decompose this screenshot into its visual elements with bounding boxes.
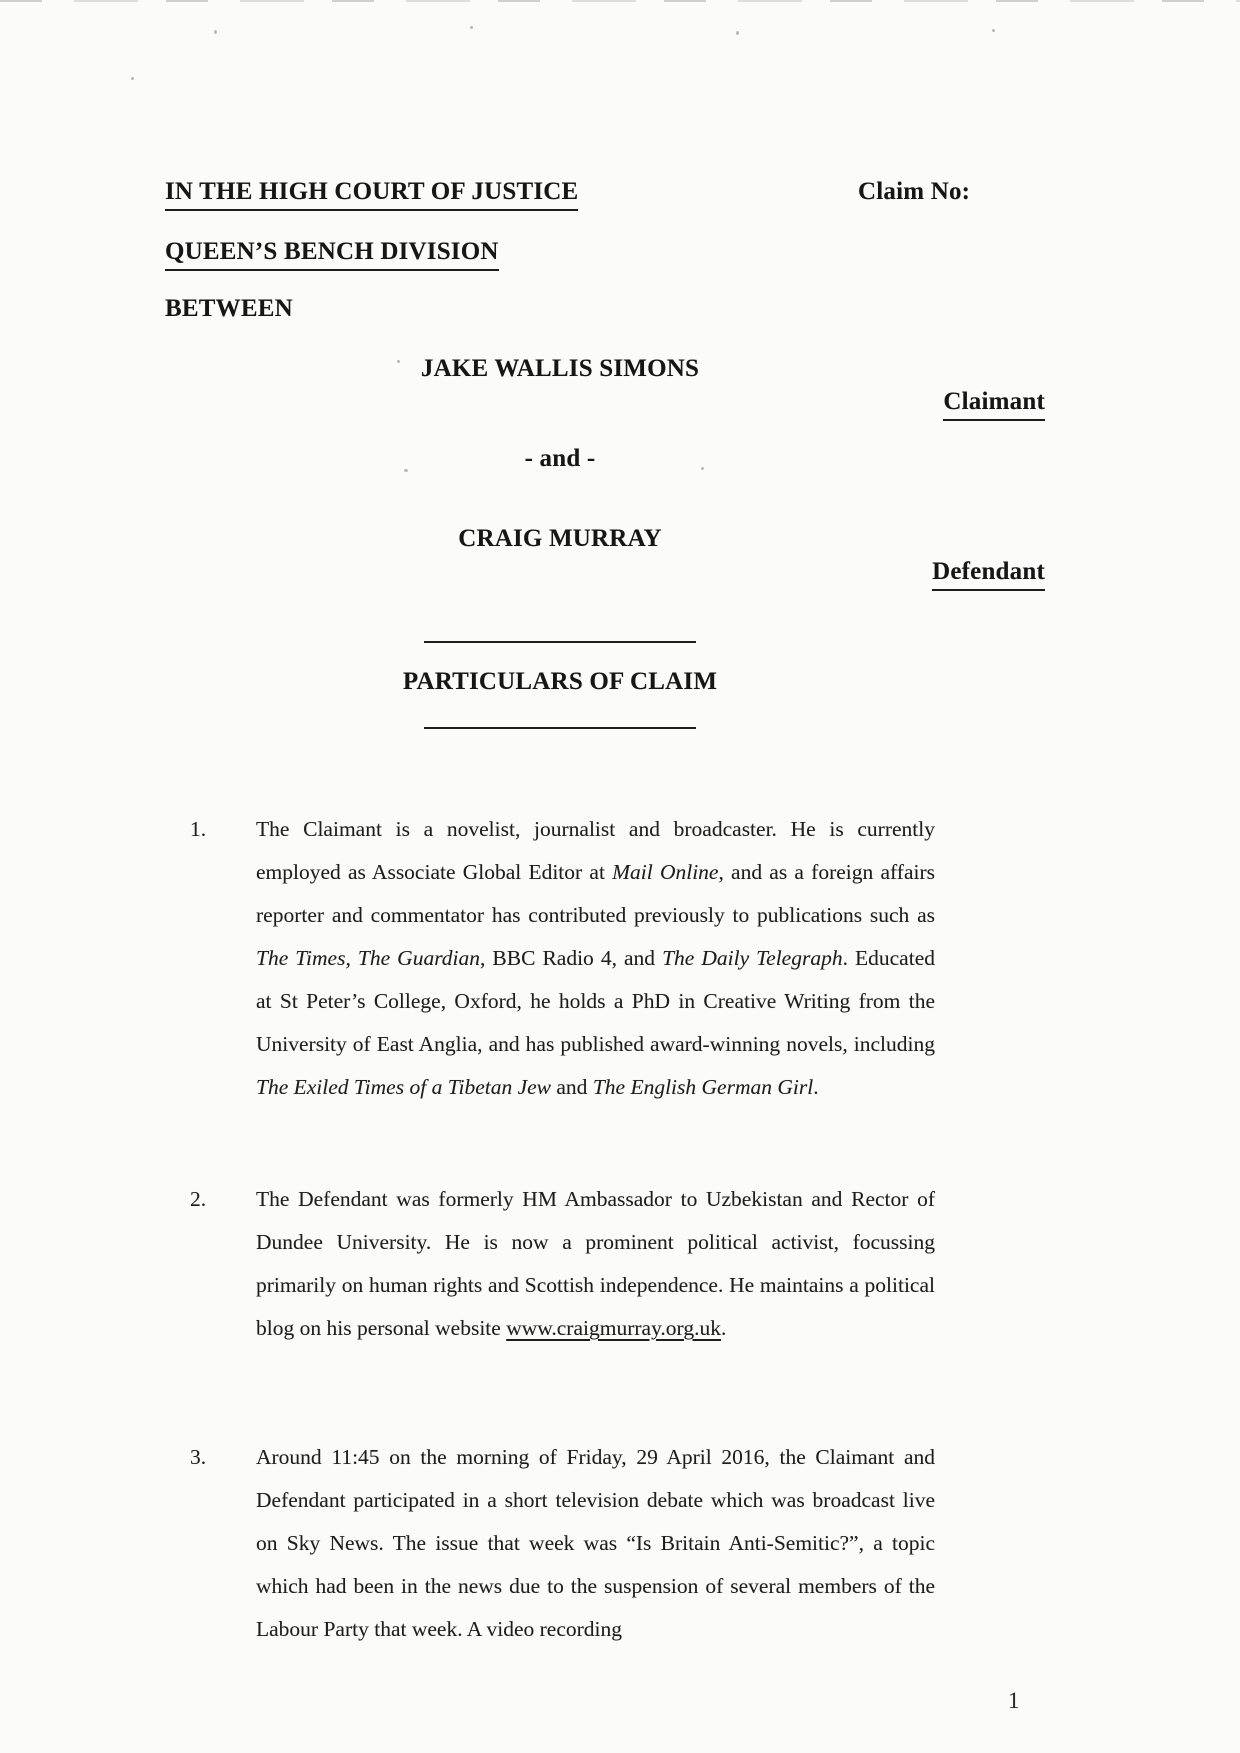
defendant-role-text: Defendant [932, 558, 1045, 591]
scan-speck [992, 29, 995, 32]
page-number: 1 [1008, 1688, 1020, 1713]
text-segment: The Exiled Times of a Tibetan Jew [256, 1075, 552, 1099]
court-heading [165, 178, 578, 211]
claimant-name: JAKE WALLIS SIMONS [420, 355, 700, 382]
title-rule-bottom [424, 727, 696, 729]
paragraph-text [256, 1178, 935, 1350]
division-heading-text: QUEEN’S BENCH DIVISION [165, 238, 499, 271]
text-segment: The Defendant was formerly HM Ambassador to Uzbekistan and Rector of Dundee University. He is now a prominent political activist, focussing primarily on human rights and Scottish independence. He maintains a political blog on his personal website [256, 1187, 935, 1340]
text-segment: The Claimant is a novelist, journalist and broadcaster. He is currently employed as Associate Global Editor at [256, 817, 935, 884]
scan-speck [736, 31, 739, 35]
document-title: PARTICULARS OF CLAIM [402, 668, 718, 695]
defendant-role [165, 558, 1045, 591]
scan-artifact-top-edge [0, 0, 1240, 2]
paragraph-text [256, 1436, 935, 1651]
paragraph-2 [190, 1178, 935, 1350]
text-segment: . [720, 1316, 727, 1340]
text-segment: . Educated at St Peter’s College, Oxford, he holds a PhD in Creative Writing from the University of East Anglia, and has published award-winning novels, including [256, 946, 935, 1056]
defendant-name: CRAIG MURRAY [458, 525, 662, 552]
claimant-role [165, 388, 1045, 421]
paragraph-number: 1. [190, 817, 207, 841]
claim-number-label: Claim No: [858, 178, 971, 205]
claimant-role-text: Claimant [943, 388, 1045, 421]
between-label: BETWEEN [165, 295, 293, 322]
scan-speck [214, 30, 217, 34]
paragraph-text [256, 808, 935, 1109]
text-segment: Around 11:45 on the morning of Friday, 29 April 2016, the Claimant and Defendant participated in a short television debate which was broadcast live on Sky News. The issue that week was “Is Britain Anti-Semitic?”, a topic which had been in the news due to the suspension of several members of the Labour Party that week. A video recording [256, 1445, 935, 1641]
text-segment: Mail Online [612, 860, 719, 884]
scan-speck [470, 26, 473, 29]
text-segment: , BBC Radio 4, and [479, 946, 663, 970]
text-segment: . [813, 1075, 819, 1099]
and-separator: - and - [524, 445, 596, 472]
text-segment: The Daily Telegraph [662, 946, 843, 970]
text-segment: The Times, The Guardian [256, 946, 480, 970]
title-rule-top [424, 641, 696, 643]
text-segment: , and as a foreign affairs reporter and commentator has contributed previously to publications such as [256, 860, 935, 927]
paragraph-1 [190, 808, 935, 1109]
website-url: www.craigmurray.org.uk [506, 1316, 721, 1340]
text-segment: and [551, 1075, 593, 1099]
paragraph-3 [190, 1436, 935, 1651]
paragraph-number: 3. [190, 1445, 207, 1469]
court-heading-text: IN THE HIGH COURT OF JUSTICE [165, 178, 578, 211]
paragraph-number: 2. [190, 1187, 207, 1211]
division-heading [165, 238, 499, 271]
scan-speck [131, 77, 134, 80]
text-segment: The English German Girl [592, 1075, 814, 1099]
